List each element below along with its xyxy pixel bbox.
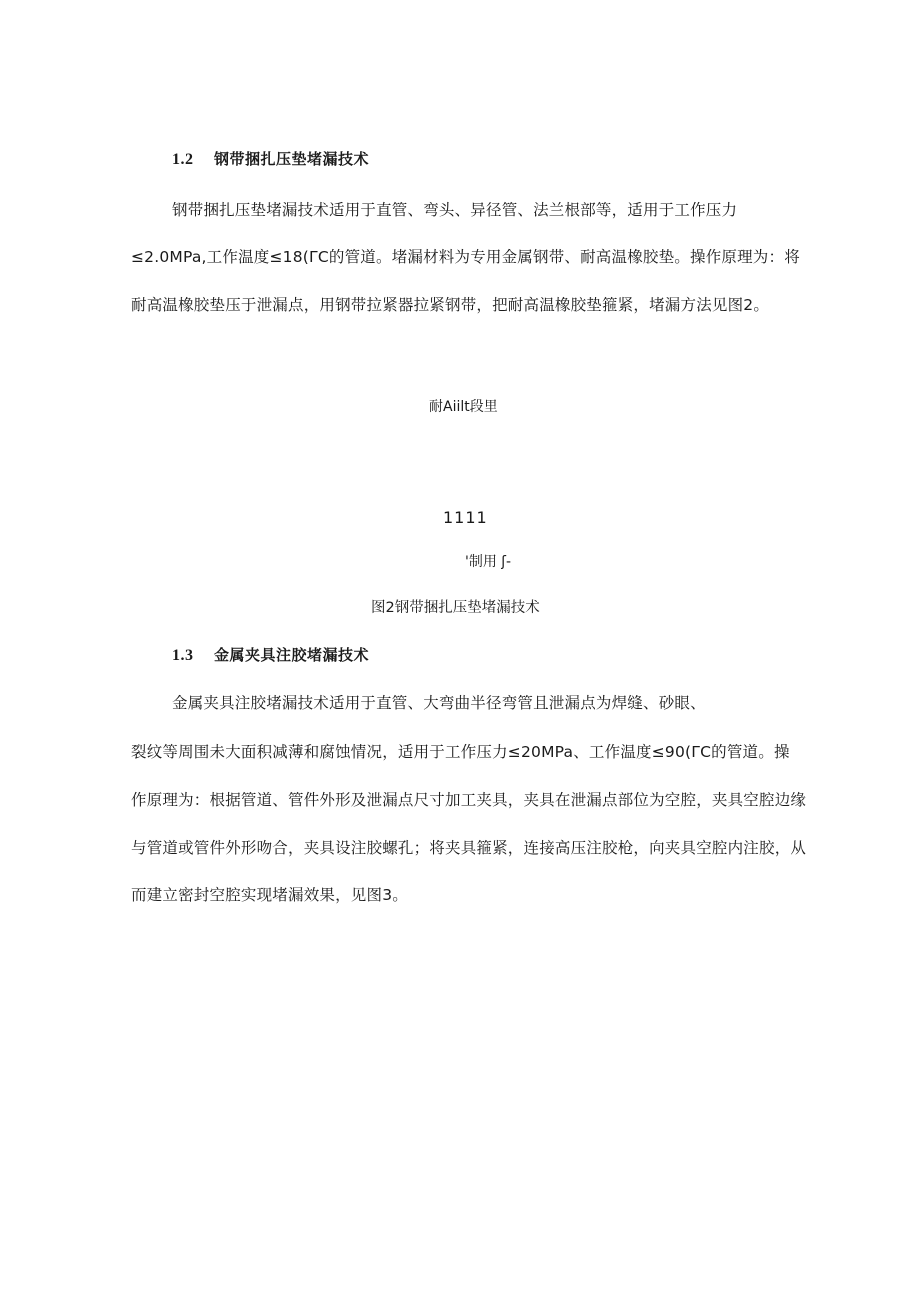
paragraph-line: 钢带捆扎压垫堵漏技术适用于直管、弯头、异径管、法兰根部等，适用于工作压力 [172, 201, 738, 219]
figure-label: '制用 ʃ- [465, 554, 512, 570]
section-title: 金属夹具注胶堵漏技术 [214, 646, 370, 664]
section-heading-1-3 [172, 644, 369, 665]
section-number: 1.3 [172, 647, 194, 664]
paragraph-line: 作原理为：根据管道、管件外形及泄漏点尺寸加工夹具，夹具在泄漏点部位为空腔，夹具空腔边缘 [131, 791, 807, 809]
paragraph-line: 耐高温橡胶垫压于泄漏点，用钢带拉紧器拉紧钢带，把耐高温橡胶垫箍紧，堵漏方法见图2。 [131, 296, 770, 314]
paragraph-line: ≤2.0MPa,工作温度≤18(ΓC的管道。堵漏材料为专用金属钢带、耐高温橡胶垫。操作原理为：将 [131, 248, 800, 266]
paragraph-line: 与管道或管件外形吻合，夹具设注胶螺孔；将夹具箍紧，连接高压注胶枪，向夹具空腔内注胶，从 [131, 839, 807, 857]
paragraph-line: 金属夹具注胶堵漏技术适用于直管、大弯曲半径弯管且泄漏点为焊缝、砂眼、 [172, 694, 706, 712]
paragraph-line: 而建立密封空腔实现堵漏效果，见图3。 [131, 886, 408, 904]
section-number: 1.2 [172, 151, 194, 168]
figure-label: 耐Aiilt段里 [429, 399, 498, 415]
section-heading-1-2 [172, 148, 369, 169]
paragraph-line: 裂纹等周围未大面积减薄和腐蚀情况，适用于工作压力≤20MPa、工作温度≤90(ΓC的管道。操 [131, 743, 790, 761]
figure-caption: 图2钢带捆扎压垫堵漏技术 [371, 600, 540, 616]
section-title: 钢带捆扎压垫堵漏技术 [214, 150, 370, 168]
figure-label: 1111 [443, 508, 488, 527]
